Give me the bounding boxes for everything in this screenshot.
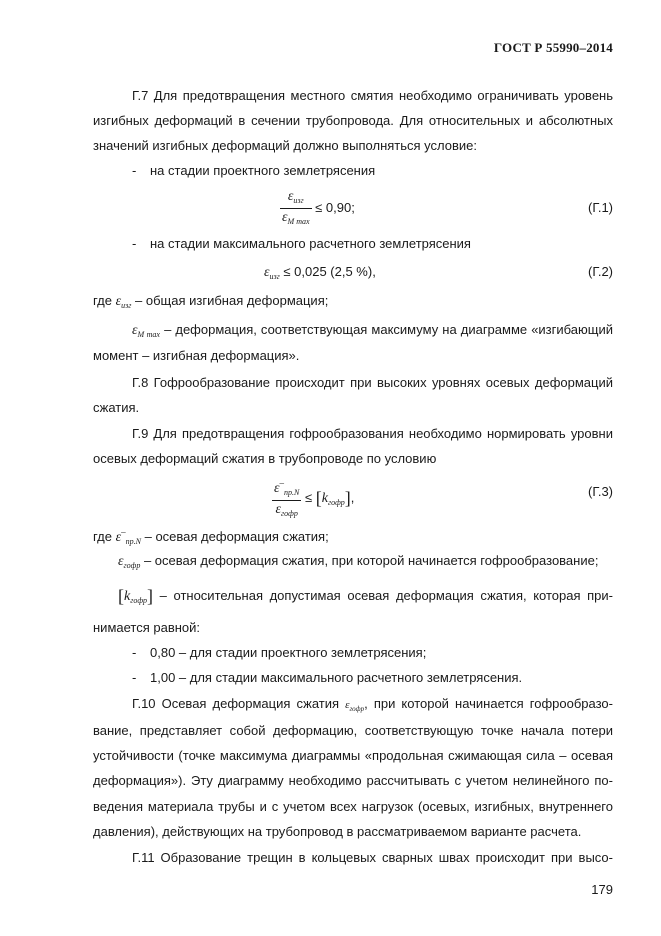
standard-header: ГОСТ Р 55990–2014	[493, 40, 613, 55]
bullet-080	[132, 645, 602, 661]
bullet-dash: -	[132, 670, 137, 685]
bullet-100	[132, 670, 602, 686]
paragraph-g7-line-1: Г.7 Для предотвращения местного смятия необходимо ограничивать уровень	[132, 88, 613, 103]
paragraph-g10-line-1: Г.10 Осевая деформация сжатия $\varepsilon_{гофр}$, при которой начинается гофрообразо-	[132, 696, 613, 713]
page-number: 179	[591, 882, 613, 897]
bullet-dash: -	[132, 163, 137, 178]
fraction-numerator: $\varepsilon^-_{пр.N}$	[272, 476, 301, 501]
equation-g1-fraction	[280, 188, 312, 229]
paragraph-g10-line-4: деформация»). Эту диаграмму необходимо рассчитывать с учетом нелинейного по-	[93, 773, 613, 788]
equation-g3-fraction	[272, 476, 301, 521]
fraction-numerator: $\varepsilon_{изг}$	[280, 188, 312, 209]
definition-eps-mmax-line-2: момент – изгибная деформация».	[93, 348, 300, 363]
definition-eps-mmax: $\varepsilon_{M max}$ – деформация, соответствующая максимуму на диаграмме «изгибающий	[132, 322, 613, 339]
paragraph-g8-line-2: сжатия.	[93, 400, 140, 415]
equation-g2: $\varepsilon_{изг} \le 0,025$ (2,5 %),	[264, 264, 376, 281]
definition-eps-gofr: $\varepsilon_{гофр}$ – осевая деформация сжатия, при которой начинается гофрообразование;	[118, 553, 599, 570]
fraction-denominator: $\varepsilon_{M max}$	[282, 210, 310, 226]
equation-g1-number: (Г.1)	[588, 200, 613, 215]
bullet-text: 1,00 – для стадии максимального расчетного землетрясения.	[150, 670, 523, 685]
equation-g2-number: (Г.2)	[588, 264, 613, 279]
equation-g3: $\frac{\varepsilon^-_{пр.N}}{\varepsilon_{гофр}}$ ≤ $[k_{гофр}]$,	[272, 476, 354, 521]
paragraph-g11-line-1: Г.11 Образование трещин в кольцевых сварных швах происходит при высо-	[132, 850, 613, 865]
paragraph-g9-line-2: осевых деформаций сжатия в трубопроводе по условию	[93, 451, 437, 466]
bullet-dash: -	[132, 645, 137, 660]
fraction-denominator: $\varepsilon_{гофр}$	[275, 502, 298, 518]
paragraph-g8-line-1: Г.8 Гофрообразование происходит при высоких уровнях осевых деформаций	[132, 375, 613, 390]
bullet-dash: -	[132, 236, 137, 251]
equation-g1-relation: ≤ 0,90;	[315, 199, 355, 215]
paragraph-g10-line-3: устойчивости (точке максимума диаграммы «продольная сжимающая сила – осевая	[93, 748, 613, 763]
bullet-text: 0,80 – для стадии проектного землетрясения;	[150, 645, 427, 660]
bullet-text: на стадии проектного землетрясения	[150, 163, 376, 178]
paragraph-g10-line-2: вание, представляет собой деформацию, соответствующую точке начала потери	[93, 723, 613, 738]
equation-g3-number: (Г.3)	[588, 484, 613, 499]
definition-k-gofr-line-2: нимается равной:	[93, 620, 201, 635]
paragraph-g9-line-1: Г.9 Для предотвращения гофрообразования необходимо нормировать уровни	[132, 426, 613, 441]
definition-eps-izg: где $\varepsilon_{изг}$ – общая изгибная деформация;	[93, 293, 329, 310]
equation-g1	[280, 188, 355, 229]
paragraph-g10-line-6: давления), действующих на трубопровод в рассматриваемом варианте расчета.	[93, 824, 582, 839]
bullet-design-earthquake	[132, 163, 602, 179]
paragraph-g10-line-5: ведения материала трубы и с учетом всех нагрузок (осевых, изгибных, внутреннего	[93, 799, 613, 814]
definition-k-gofr: $[k_{гофр}]$ – относительная допустимая осевая деформация сжатия, которая при-	[118, 586, 613, 606]
paragraph-g7-line-2: изгибных деформаций в сечении трубопровода. Для относительных и абсолютных	[93, 113, 613, 128]
definition-eps-prn: где $\varepsilon^-_{пр.N}$ – осевая деформация сжатия;	[93, 527, 329, 546]
equation-g2-relation: ≤ 0,025 (2,5 %),	[283, 264, 376, 279]
bullet-text: на стадии максимального расчетного землетрясения	[150, 236, 471, 251]
bullet-max-earthquake	[132, 236, 602, 252]
paragraph-g7-line-3: значений изгибных деформаций должно выполняться условие:	[93, 138, 478, 153]
